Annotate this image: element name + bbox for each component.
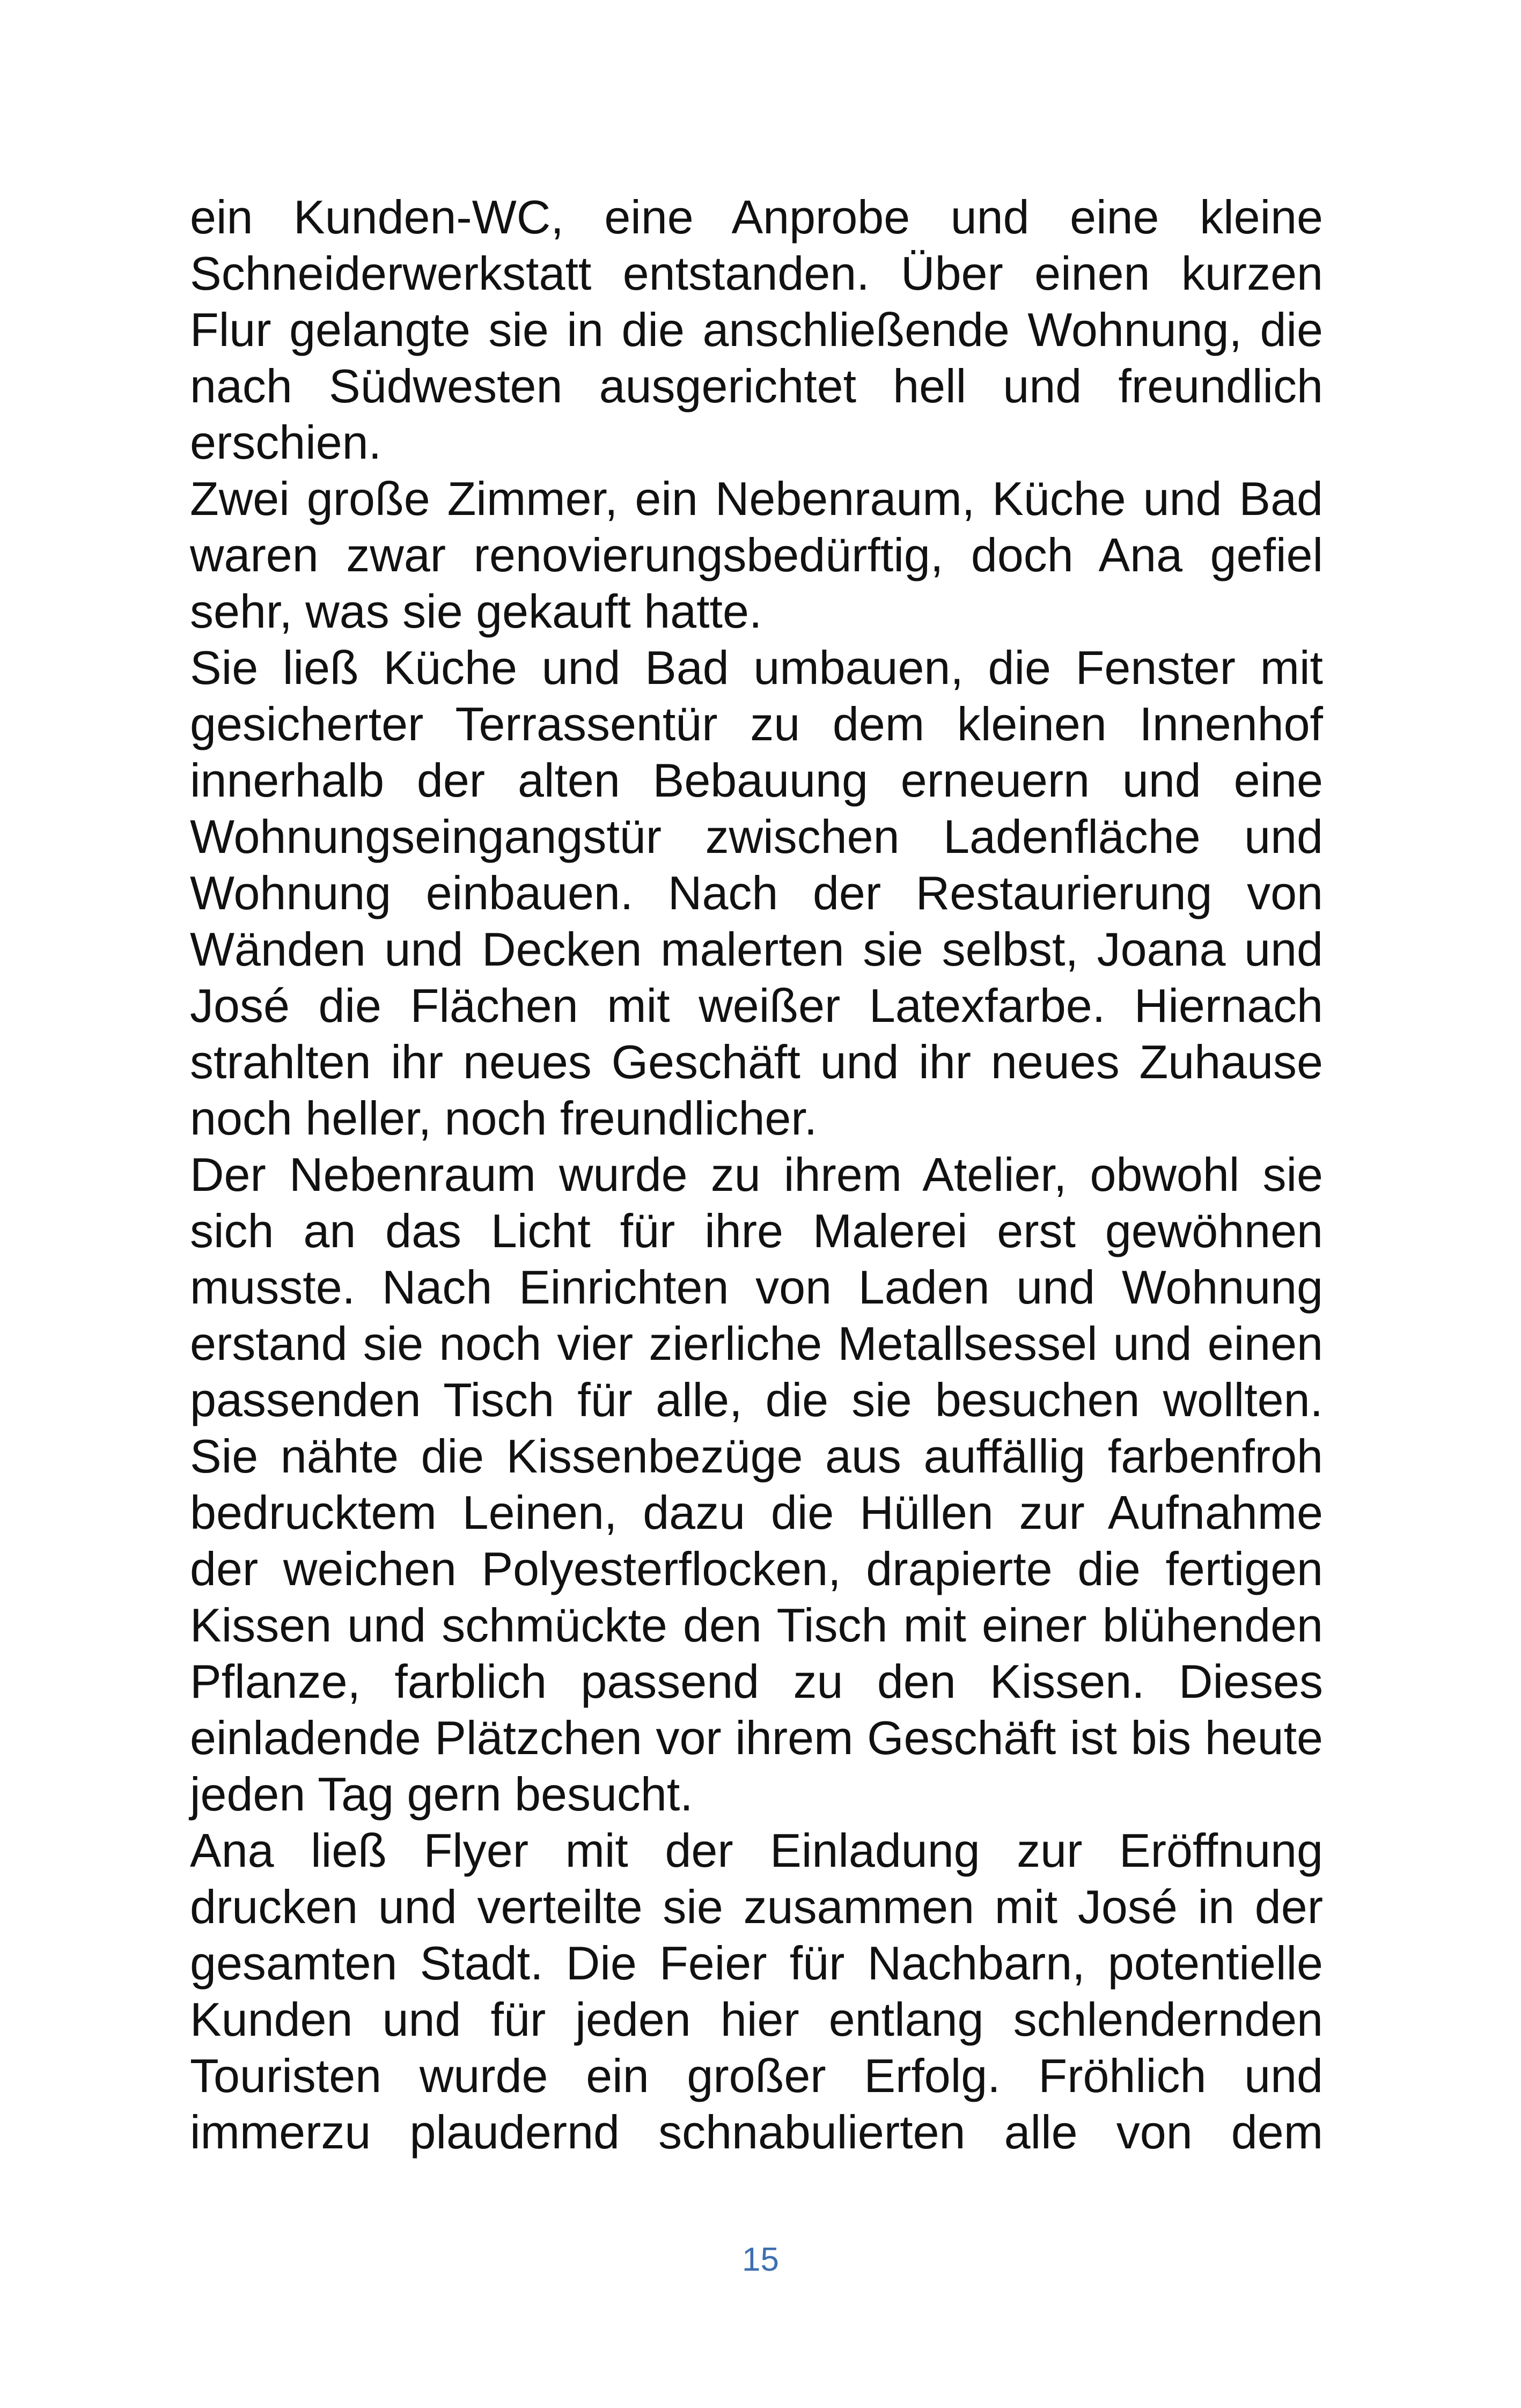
paragraph: Der Nebenraum wurde zu ihrem Atelier, obwohl sie sich an das Licht für ihre Malerei erst gewöhnen musste. Nach Einrichten von Laden und Wohnung erstand sie noch vier zierliche Metallsessel und einen passenden Tisch für alle, die sie besuchen wollten. Sie nähte die Kissenbezüge aus auffällig farbenfroh bedrucktem Leinen, dazu die Hüllen zur Aufnahme der weichen Polyesterflocken, drapierte die fertigen Kissen und schmückte den Tisch mit einer blühenden Pflanze, farblich passend zu den Kissen. Dieses einladende Plätzchen vor ihrem Geschäft ist bis heute jeden Tag gern besucht.	[190, 1148, 1323, 1821]
paragraph: ein Kunden-WC, eine Anprobe und eine kleine Schneiderwerkstatt entstanden. Über einen kurzen Flur gelangte sie in die anschließende Wohnung, die nach Südwesten ausgerichtet hell und freundlich erschien.	[190, 190, 1323, 469]
page-number: 15	[742, 2241, 779, 2278]
paragraph: Sie ließ Küche und Bad umbauen, die Fenster mit gesicherter Terrassentür zu dem kleinen Innenhof innerhalb der alten Bebauung erneuern und eine Wohnungseingangstür zwischen Ladenfläche und Wohnung einbauen. Nach der Restaurierung von Wänden und Decken malerten sie selbst, Joana und José die Flächen mit weißer Latexfarbe. Hiernach strahlten ihr neues Geschäft und ihr neues Zuhause noch heller, noch freundlicher.	[190, 641, 1323, 1145]
paragraph: Ana ließ Flyer mit der Einladung zur Eröffnung drucken und verteilte sie zusammen mit José in der gesamten Stadt. Die Feier für Nachbarn, potentielle Kunden und für jeden hier entlang schlendernden Touristen wurde ein großer Erfolg. Fröhlich und immerzu plaudernd schnabulierten alle von dem	[190, 1824, 1323, 2159]
body-text	[190, 189, 1323, 2160]
paragraph: Zwei große Zimmer, ein Nebenraum, Küche und Bad waren zwar renovierungsbedürftig, doch Ana gefiel sehr, was sie gekauft hatte.	[190, 472, 1323, 638]
